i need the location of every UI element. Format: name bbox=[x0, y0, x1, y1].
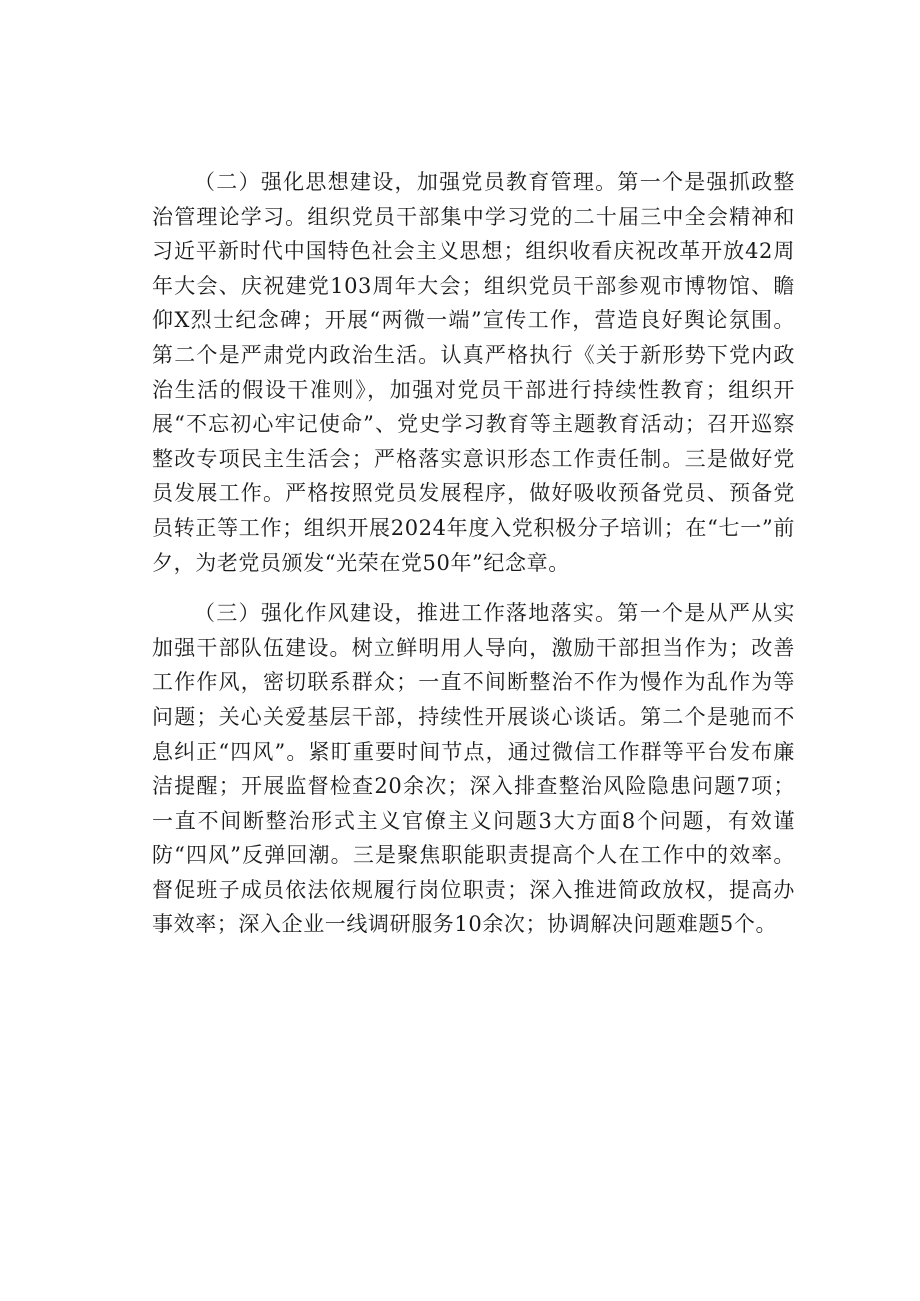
paragraph-ideological-building: （二）强化思想建设，加强党员教育管理。第一个是强抓政整治管理论学习。组织党员干部集中学习党的二十届三中全会精神和习近平新时代中国特色社会主义思想；组织收看庆祝改革开放42周年大会、庆祝建党103周年大会；组织党员干部参观市博物馆、瞻仰X烈士纪念碑；开展“两微一端”宣传工作，营造良好舆论氛围。第二个是严肃党内政治生活。认真严格执行《关于新形势下党内政治生活的假设干准则》，加强对党员干部进行持续性教育；组织开展“不忘初心牢记使命”、党史学习教育等主题教育活动；召开巡察整改专项民主生活会；严格落实意识形态工作责任制。三是做好党员发展工作。严格按照党员发展程序，做好吸收预备党员、预备党员转正等工作；组织开展2024年度入党积极分子培训；在“七一”前夕，为老党员颁发“光荣在党50年”纪念章。 bbox=[152, 170, 795, 575]
paragraph-work-style-building: （三）强化作风建设，推进工作落地落实。第一个是从严从实加强干部队伍建设。树立鲜明用人导向，激励干部担当作为；改善工作作风，密切联系群众；一直不间断整治不作为慢作为乱作为等问题；关心关爱基层干部，持续性开展谈心谈话。第二个是驰而不息纠正“四风”。紧盯重要时间节点，通过微信工作群等平台发布廉洁提醒；开展监督检查20余次；深入排查整治风险隐患问题7项；一直不间断整治形式主义官僚主义问题3大方面8个问题，有效谨防“四风”反弹回潮。三是聚焦职能职责提高个人在工作中的效率。督促班子成员依法依规履行岗位职责；深入推进简政放权，提高办事效率；深入企业一线调研服务10余次；协调解决问题难题5个。 bbox=[152, 601, 795, 937]
document-body bbox=[152, 165, 795, 942]
